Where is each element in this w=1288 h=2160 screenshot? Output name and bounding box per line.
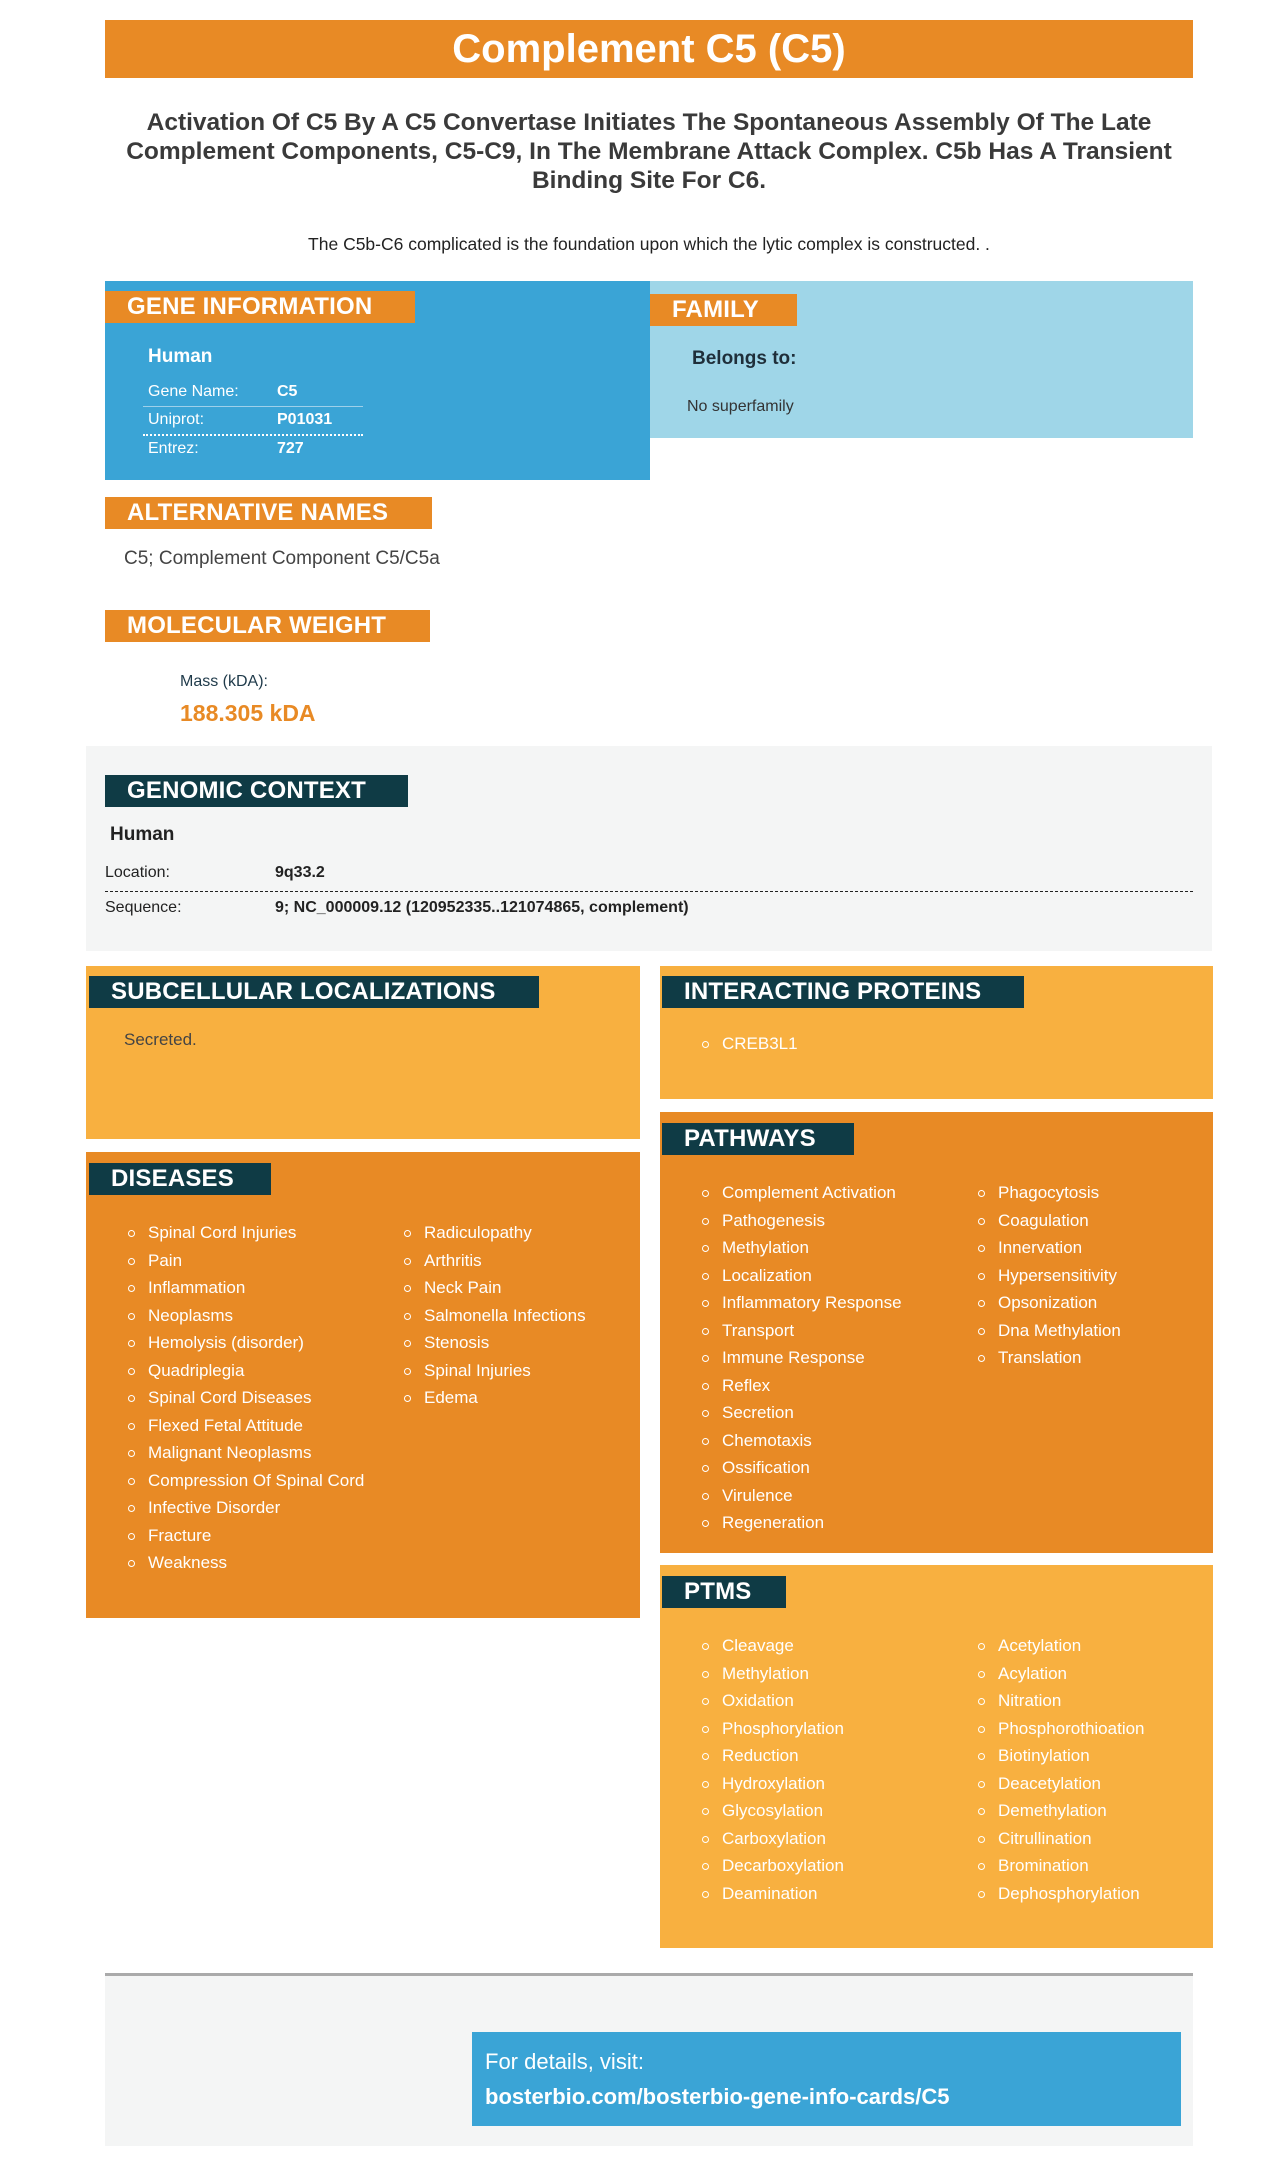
diseases-list-col2	[402, 1219, 632, 1412]
list-item: Reduction	[700, 1742, 970, 1770]
list-item: Spinal Injuries	[402, 1357, 632, 1385]
list-item: Hydroxylation	[700, 1770, 970, 1798]
list-item: Glycosylation	[700, 1797, 970, 1825]
list-item: Dephosphorylation	[976, 1880, 1206, 1908]
list-item: Spinal Cord Diseases	[126, 1384, 376, 1412]
family-panel	[650, 281, 1193, 438]
list-item: Innervation	[976, 1234, 1206, 1262]
list-item: Hypersensitivity	[976, 1262, 1206, 1290]
list-item: Complement Activation	[700, 1179, 970, 1207]
list-item: Phosphorylation	[700, 1715, 970, 1743]
ptms-list-col1	[700, 1632, 970, 1907]
list-item: Acylation	[976, 1660, 1206, 1688]
list-item: Deacetylation	[976, 1770, 1206, 1798]
list-item: Cleavage	[700, 1632, 970, 1660]
ptms-list-col2	[976, 1632, 1206, 1907]
genomic-divider	[105, 891, 1193, 892]
list-item: Radiculopathy	[402, 1219, 632, 1247]
location-value: 9q33.2	[275, 864, 325, 881]
list-item: Localization	[700, 1262, 970, 1290]
list-item: Demethylation	[976, 1797, 1206, 1825]
diseases-panel	[86, 1152, 640, 1618]
page-title: Complement C5 (C5)	[105, 20, 1193, 78]
gene-summary: Activation Of C5 By A C5 Convertase Initiates The Spontaneous Assembly Of The Late Complement Components, C5-C9, In The Membrane Attack Complex. C5b Has A Transient Binding Site For C6.	[126, 109, 1172, 194]
mass-value: 188.305 kDA	[180, 700, 316, 726]
family-value: No superfamily	[687, 398, 794, 415]
diseases-heading: DISEASES	[89, 1163, 271, 1195]
list-item: Pathogenesis	[700, 1207, 970, 1235]
list-item: Citrullination	[976, 1825, 1206, 1853]
gene-info-value: C5	[277, 383, 298, 400]
list-item: CREB3L1	[700, 1030, 1180, 1058]
list-item: Chemotaxis	[700, 1427, 970, 1455]
list-item: Flexed Fetal Attitude	[126, 1412, 376, 1440]
list-item: Acetylation	[976, 1632, 1206, 1660]
list-item: Ossification	[700, 1454, 970, 1482]
list-item: Hemolysis (disorder)	[126, 1329, 376, 1357]
gene-info-row	[143, 407, 363, 436]
subcellular-value: Secreted.	[124, 1030, 197, 1049]
details-link-box[interactable]	[472, 2032, 1181, 2126]
pathways-list-col1	[700, 1179, 970, 1537]
gene-info-value: P01031	[277, 411, 333, 428]
gene-info-table	[143, 379, 363, 463]
subcellular-localizations-panel	[86, 966, 640, 1139]
pathways-list-col2	[976, 1179, 1206, 1372]
genomic-species: Human	[110, 824, 175, 845]
details-label: For details, visit:	[485, 2049, 644, 2074]
genomic-context-panel	[86, 746, 1212, 951]
location-label: Location:	[105, 864, 170, 881]
list-item: Immune Response	[700, 1344, 970, 1372]
list-item: Pain	[126, 1247, 376, 1275]
sequence-label: Sequence:	[105, 899, 182, 916]
list-item: Translation	[976, 1344, 1206, 1372]
mass-label: Mass (kDA):	[180, 673, 268, 690]
gene-info-label: Gene Name:	[148, 383, 239, 400]
list-item: Phagocytosis	[976, 1179, 1206, 1207]
gene-species: Human	[148, 346, 213, 367]
list-item: Nitration	[976, 1687, 1206, 1715]
molecular-weight-heading: MOLECULAR WEIGHT	[105, 610, 430, 642]
list-item: Stenosis	[402, 1329, 632, 1357]
gene-information-heading: GENE INFORMATION	[105, 291, 415, 323]
list-item: Infective Disorder	[126, 1494, 376, 1522]
list-item: Virulence	[700, 1482, 970, 1510]
gene-info-label: Uniprot:	[148, 411, 205, 428]
interacting-proteins-list	[700, 1030, 1180, 1058]
ptms-panel	[660, 1565, 1213, 1948]
list-item: Methylation	[700, 1234, 970, 1262]
alternative-names-value: C5; Complement Component C5/C5a	[124, 548, 440, 569]
list-item: Secretion	[700, 1399, 970, 1427]
list-item: Methylation	[700, 1660, 970, 1688]
list-item: Fracture	[126, 1522, 376, 1550]
interacting-proteins-heading: INTERACTING PROTEINS	[662, 976, 1024, 1008]
list-item: Regeneration	[700, 1509, 970, 1537]
list-item: Malignant Neoplasms	[126, 1439, 376, 1467]
list-item: Weakness	[126, 1549, 376, 1577]
list-item: Compression Of Spinal Cord	[126, 1467, 376, 1495]
list-item: Phosphorothioation	[976, 1715, 1206, 1743]
gene-information-panel	[105, 281, 650, 480]
gene-info-row	[143, 379, 363, 407]
list-item: Inflammation	[126, 1274, 376, 1302]
gene-info-label: Entrez:	[148, 440, 199, 457]
list-item: Coagulation	[976, 1207, 1206, 1235]
ptms-heading: PTMS	[662, 1576, 786, 1608]
list-item: Neck Pain	[402, 1274, 632, 1302]
alternative-names-heading: ALTERNATIVE NAMES	[105, 497, 432, 529]
subcellular-heading: SUBCELLULAR LOCALIZATIONS	[89, 976, 539, 1008]
sequence-value: 9; NC_000009.12 (120952335..121074865, complement)	[275, 899, 689, 916]
family-heading: FAMILY	[650, 294, 797, 326]
diseases-list-col1	[126, 1219, 376, 1577]
list-item: Salmonella Infections	[402, 1302, 632, 1330]
gene-description: The C5b-C6 complicated is the foundation upon which the lytic complex is constructed. .	[308, 234, 990, 254]
interacting-proteins-panel	[660, 966, 1213, 1099]
gene-info-value: 727	[277, 440, 304, 457]
genomic-context-heading: GENOMIC CONTEXT	[105, 775, 408, 807]
pathways-panel	[660, 1112, 1213, 1553]
list-item: Dna Methylation	[976, 1317, 1206, 1345]
list-item: Transport	[700, 1317, 970, 1345]
list-item: Arthritis	[402, 1247, 632, 1275]
list-item: Neoplasms	[126, 1302, 376, 1330]
family-belongs-label: Belongs to:	[692, 348, 797, 369]
list-item: Spinal Cord Injuries	[126, 1219, 376, 1247]
list-item: Oxidation	[700, 1687, 970, 1715]
list-item: Reflex	[700, 1372, 970, 1400]
gene-info-row	[143, 436, 363, 463]
list-item: Edema	[402, 1384, 632, 1412]
list-item: Biotinylation	[976, 1742, 1206, 1770]
pathways-heading: PATHWAYS	[662, 1123, 854, 1155]
list-item: Quadriplegia	[126, 1357, 376, 1385]
list-item: Opsonization	[976, 1289, 1206, 1317]
details-link[interactable]: bosterbio.com/bosterbio-gene-info-cards/C5	[485, 2084, 950, 2109]
list-item: Bromination	[976, 1852, 1206, 1880]
list-item: Carboxylation	[700, 1825, 970, 1853]
list-item: Decarboxylation	[700, 1852, 970, 1880]
list-item: Deamination	[700, 1880, 970, 1908]
list-item: Inflammatory Response	[700, 1289, 970, 1317]
